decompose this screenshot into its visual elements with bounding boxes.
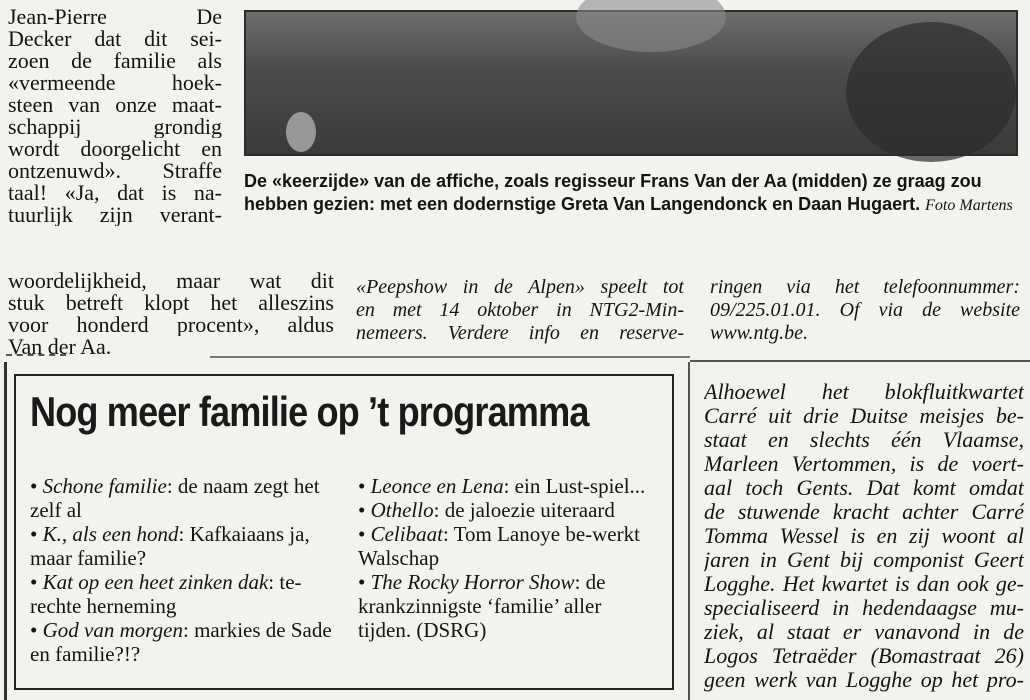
feature-list-left <box>30 474 336 666</box>
separator-rule <box>210 356 690 358</box>
item-title: Schone familie <box>42 474 167 498</box>
text-line: schappij grondig <box>8 116 222 138</box>
text-line: ziek, al staat er vanavond in de <box>704 620 1024 644</box>
item-text: : te-rechte herneming <box>30 570 302 618</box>
text-line: staat en slechts één Vlaamse, <box>704 428 1024 452</box>
photo-caption <box>244 170 1024 217</box>
photo-shadow <box>846 22 1016 162</box>
list-item: • The Rocky Horror Show: de krankzinnigste ‘familie’ aller tijden. (DSRG) <box>358 570 606 642</box>
text-line: aal toch Gents. Dat komt omdat <box>704 476 1024 500</box>
right-article-column <box>704 380 1024 692</box>
text-line: Logos Tetraëder (Bomastraat 26) <box>704 644 1024 668</box>
text-line: tuurlijk zijn verant- <box>8 204 222 226</box>
item-text: : de jaloezie uiteraard <box>433 498 615 522</box>
text-line: Carré uit drie Duitse meisjes be- <box>704 404 1024 428</box>
text-line: specialiseerd in hedendaagse mu- <box>704 596 1024 620</box>
text-line: steen van onze maat- <box>8 94 222 116</box>
item-text: : Tom Lanoye be-werkt Walschap <box>358 522 640 570</box>
item-text: : ein Lust-spiel... <box>503 474 646 498</box>
text-line: Jean-Pierre De <box>8 6 222 28</box>
text-line: Van der Aa. <box>8 336 112 358</box>
item-title: Leonce en Lena <box>370 474 504 498</box>
list-item: • Kat op een heet zinken dak: te-rechte herneming <box>30 570 302 618</box>
separator-rule <box>690 360 1030 362</box>
separator-rule <box>6 354 66 356</box>
text-line: «Peepshow in de Alpen» speelt tot <box>356 276 684 298</box>
column-rule <box>4 362 7 700</box>
item-text: : markies de Sade en familie?!? <box>30 618 332 666</box>
photo-figure <box>286 112 316 152</box>
text-line: nemeers. Verdere info en reserve- <box>356 322 684 344</box>
left-article-continued <box>8 270 334 358</box>
text-line: www.ntg.be. <box>710 322 808 344</box>
text-line: de stuwende kracht achter Carré <box>704 500 1024 524</box>
text-line: ringen via het telefoonnummer: <box>710 276 1020 298</box>
photo-credit: Foto Martens <box>925 197 1013 214</box>
feature-list-right <box>358 474 658 642</box>
item-title: God van morgen <box>42 618 183 642</box>
item-text: : Kafkaiaans ja, maar familie? <box>30 522 310 570</box>
column-rule <box>688 362 690 700</box>
item-title: The Rocky Horror Show <box>370 570 575 594</box>
list-item: • Othello: de jaloezie uiteraard <box>358 498 615 522</box>
list-item: • God van morgen: markies de Sade en familie?!? <box>30 618 332 666</box>
list-item: • K., als een hond: Kafkaiaans ja, maar familie? <box>30 522 310 570</box>
news-photo <box>244 10 1018 156</box>
text-line: voor honderd procent», aldus <box>8 314 334 336</box>
text-line: geen werk van Logghe op het pro- <box>704 668 1024 692</box>
text-line: wordt doorgelicht en <box>8 138 222 160</box>
text-line: Marleen Vertommen, is de voert- <box>704 452 1024 476</box>
item-text: : de krankzinnigste ‘familie’ aller tijden. (DSRG) <box>358 570 606 642</box>
photo-highlight <box>576 0 726 52</box>
text-line: stuk betreft klopt het alleszins <box>8 292 334 314</box>
text-line: en met 14 oktober in NTG2-Min- <box>356 299 684 321</box>
list-item: • Leonce en Lena: ein Lust-spiel... <box>358 474 646 498</box>
item-title: Kat op een heet zinken dak <box>42 570 269 594</box>
item-text: : de naam zegt het zelf al <box>30 474 320 522</box>
text-line: Tomma Wessel is en zij woont al <box>704 524 1024 548</box>
list-item: • Schone familie: de naam zegt het zelf al <box>30 474 320 522</box>
text-line: Alhoewel het blokfluitkwartet <box>704 380 1024 404</box>
feature-headline: Nog meer familie op ’t programma <box>30 388 589 435</box>
info-right-column <box>710 276 1020 345</box>
left-article-column <box>8 6 222 226</box>
text-line: woordelijkheid, maar wat dit <box>8 270 334 292</box>
item-title: Celibaat <box>370 522 443 546</box>
info-middle-column <box>356 276 684 345</box>
item-title: Othello <box>370 498 434 522</box>
text-line: jaren in Gent bij componist Geert <box>704 548 1024 572</box>
list-item: • Celibaat: Tom Lanoye be-werkt Walschap <box>358 522 640 570</box>
text-line: zoen de familie als <box>8 50 222 72</box>
item-title: K., als een hond <box>42 522 179 546</box>
text-line: Logghe. Het kwartet is dan ook ge- <box>704 572 1024 596</box>
text-line: Decker dat dit sei- <box>8 28 222 50</box>
text-line: ontzenuwd». Straffe <box>8 160 222 182</box>
caption-text: De «keerzijde» van de affiche, zoals regisseur Frans Van der Aa (midden) ze graag zou hebben gezien: met een dodernstige Greta Van Langendonck en Daan Hugaert. <box>244 171 982 214</box>
text-line: taal! «Ja, dat is na- <box>8 182 222 204</box>
text-line: 09/225.01.01. Of via de website <box>710 299 1020 321</box>
text-line: «vermeende hoek- <box>8 72 222 94</box>
